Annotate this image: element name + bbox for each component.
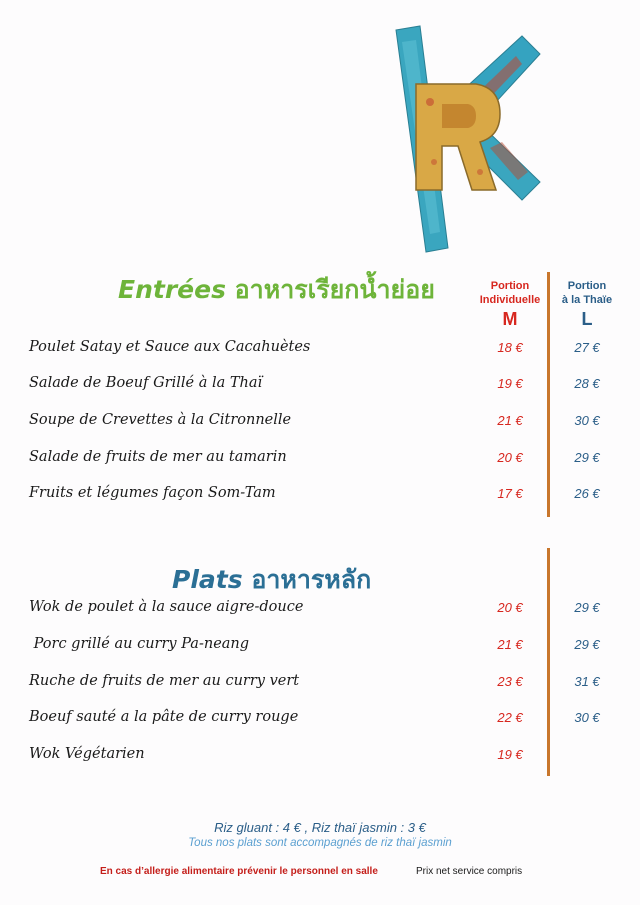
entrees-heading: [118, 270, 435, 310]
net-price-notice: Prix net service compris: [416, 866, 523, 877]
price-l: 29 €: [574, 637, 600, 652]
column-l-label-line1: Portion: [567, 280, 607, 292]
dish-name: Porc grillé au curry Pa-neang: [29, 636, 250, 652]
price-l: 28 €: [574, 376, 600, 391]
price-m: 21 €: [497, 637, 523, 652]
dish-name: Wok Végétarien: [29, 746, 145, 762]
plats-heading: [172, 560, 371, 600]
price-l: 29 €: [574, 600, 600, 615]
dish-name: Soupe de Crevettes à la Citronnelle: [29, 412, 292, 428]
dish-name: Poulet Satay et Sauce aux Cacahuètes: [29, 339, 311, 355]
column-m-label-line2: Individuelle: [479, 294, 541, 306]
price-m: 23 €: [497, 674, 523, 689]
accompaniment-note: Tous nos plats sont accompagnés de riz thaï jasmin: [188, 837, 452, 849]
dish-name: Fruits et légumes façon Som-Tam: [29, 485, 276, 501]
restaurant-logo: [390, 22, 550, 254]
plats-title-fr: Plats: [172, 565, 243, 594]
price-m: 20 €: [497, 450, 523, 465]
dish-name: Boeuf sauté a la pâte de curry rouge: [29, 709, 299, 725]
column-m-label-line1: Portion: [490, 280, 530, 292]
entrees-title-fr: Entrées: [118, 275, 226, 304]
price-m: 19 €: [497, 376, 523, 391]
column-header-individual: [470, 279, 550, 307]
column-divider-entrees: [547, 272, 550, 517]
price-m: 18 €: [497, 340, 523, 355]
price-l: 31 €: [574, 674, 600, 689]
size-m-label: M: [502, 309, 518, 329]
plats-title-th: อาหารหลัก: [251, 565, 372, 594]
allergy-notice: En cas d’allergie alimentaire prévenir le personnel en salle: [100, 866, 378, 877]
price-m: 19 €: [497, 747, 523, 762]
price-l: 30 €: [574, 413, 600, 428]
entrees-title-th: อาหารเรียกน้ำย่อย: [234, 275, 435, 304]
price-l: 26 €: [574, 486, 600, 501]
dish-name: Salade de Boeuf Grillé à la Thaï: [29, 375, 263, 391]
price-m: 17 €: [497, 486, 523, 501]
column-header-thai: [552, 279, 622, 307]
rice-prices: Riz gluant : 4 € , Riz thaï jasmin : 3 €: [214, 820, 426, 835]
column-divider-plats: [547, 548, 550, 776]
dish-name: Ruche de fruits de mer au curry vert: [29, 673, 300, 689]
dish-name: Salade de fruits de mer au tamarin: [29, 449, 287, 465]
price-m: 21 €: [497, 413, 523, 428]
dish-name: Wok de poulet à la sauce aigre-douce: [29, 599, 304, 615]
price-m: 20 €: [497, 600, 523, 615]
price-l: 29 €: [574, 450, 600, 465]
price-l: 27 €: [574, 340, 600, 355]
size-l-label: L: [581, 309, 593, 329]
column-l-label-line2: à la Thaïe: [561, 294, 613, 306]
price-l: 30 €: [574, 710, 600, 725]
price-m: 22 €: [497, 710, 523, 725]
